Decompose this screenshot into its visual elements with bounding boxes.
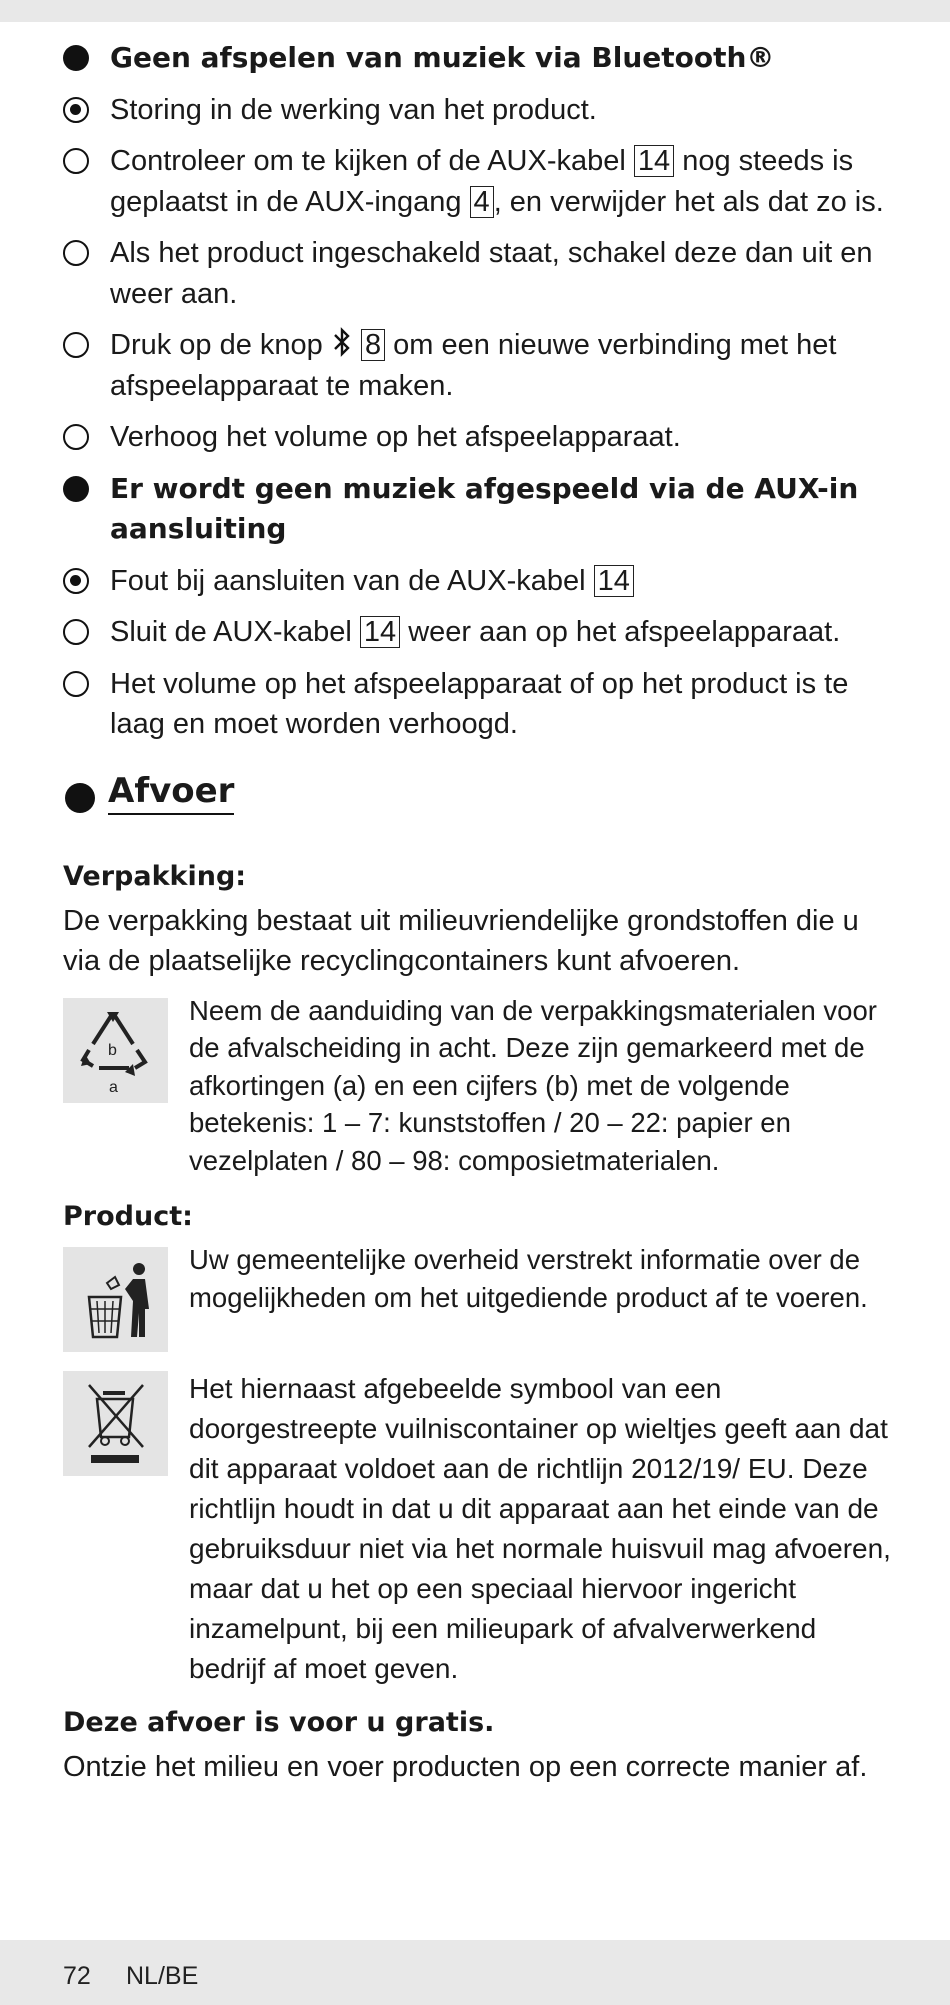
packaging-text: De verpakking bestaat uit milieuvriendelijke grondstoffen die u via de plaatselijke recyclingcontainers kunt afvoeren. bbox=[63, 904, 859, 977]
packaging-label: Verpakking: bbox=[63, 860, 247, 892]
language-code: NL/BE bbox=[126, 1962, 199, 1990]
recycle-icon bbox=[63, 998, 168, 1103]
free-text: Ontzie het milieu en voer producten op een correcte manier af. bbox=[63, 1751, 868, 1783]
filled-circle-icon bbox=[65, 783, 95, 813]
aux-solution-2: Het volume op het afspeelapparaat of op het product is te laag en moet worden verhoogd. bbox=[63, 664, 893, 745]
open-circle-icon bbox=[63, 671, 89, 697]
recycle-block bbox=[63, 992, 893, 1180]
aux-solution-1: Sluit de AUX-kabel 14 weer aan op het afspeelapparaat. bbox=[63, 612, 893, 653]
ref-number: 14 bbox=[634, 145, 674, 177]
radio-target-icon bbox=[63, 568, 89, 594]
open-circle-icon bbox=[63, 332, 89, 358]
bt-solution-3: Druk op de knop 8 om een nieuwe verbinding met het afspeelapparaat te maken. bbox=[63, 325, 893, 406]
bt-solution-4: Verhoog het volume op het afspeelapparaat. bbox=[63, 417, 893, 458]
open-circle-icon bbox=[63, 424, 89, 450]
weee-block bbox=[63, 1369, 893, 1689]
open-circle-icon bbox=[63, 148, 89, 174]
recycle-label-a: a bbox=[109, 1078, 118, 1096]
product-text: Uw gemeentelijke overheid verstrekt informatie over de mogelijkheden om het uitgediende product af te voeren. bbox=[189, 1244, 868, 1313]
filled-circle-icon bbox=[63, 45, 89, 71]
ref-number: 4 bbox=[470, 186, 494, 218]
open-circle-icon bbox=[63, 240, 89, 266]
page-footer bbox=[0, 1940, 950, 2005]
recycle-label-b: b bbox=[108, 1041, 117, 1059]
page-content bbox=[63, 38, 893, 1788]
recycle-text: Neem de aanduiding van de verpakkingsmaterialen voor de afvalscheiding in acht. Deze zijn gemarkeerd met de afkortingen (a) en een cijfers (b) met de volgende betekenis: 1 – 7: kunststoffen / 20 – 22: papier en vezelplaten / 80 – 98: composietmaterialen. bbox=[189, 994, 877, 1176]
radio-target-icon bbox=[63, 97, 89, 123]
bt-cause: Storing in de werking van het product. bbox=[63, 90, 893, 131]
ref-number: 14 bbox=[594, 565, 634, 597]
bluetooth-icon bbox=[333, 326, 351, 358]
aux-heading: Er wordt geen muziek afgespeeld via de AUX-in aansluiting bbox=[63, 469, 893, 550]
ref-number: 8 bbox=[361, 329, 385, 361]
disposal-title: Afvoer bbox=[108, 771, 234, 815]
crossed-out-wheelie-bin-icon bbox=[63, 1371, 168, 1476]
page-number: 72 bbox=[63, 1962, 91, 1990]
weee-graphic bbox=[63, 1371, 168, 1476]
filled-circle-icon bbox=[63, 476, 89, 502]
disposal-heading bbox=[63, 771, 893, 819]
tidyman-bin-icon bbox=[63, 1247, 168, 1352]
aux-cause: Fout bij aansluiten van de AUX-kabel 14 bbox=[63, 561, 893, 602]
open-circle-icon bbox=[63, 619, 89, 645]
free-label: Deze afvoer is voor u gratis. bbox=[63, 1707, 495, 1738]
weee-text: Het hiernaast afgebeelde symbool van een doorgestreepte vuilniscontainer op wieltjes geeft aan dat dit apparaat voldoet aan de richtlijn 2012/19/ EU. Deze richtlijn houdt in dat u dit apparaat aan het einde van de gebruiksduur niet via het normale huisvuil mag afvoeren, maar dat u het op een speciaal hiervoor ingericht inzamelpunt, bij een milieupark of afvalverwerkend bedrijf af moet geven. bbox=[189, 1373, 891, 1684]
recycle-icon-graphic bbox=[63, 998, 168, 1103]
ref-number: 14 bbox=[360, 616, 400, 648]
top-band bbox=[0, 0, 950, 22]
bt-solution-2: Als het product ingeschakeld staat, schakel deze dan uit en weer aan. bbox=[63, 233, 893, 314]
product-block bbox=[63, 1241, 893, 1316]
product-label: Product: bbox=[63, 1201, 193, 1232]
bt-solution-1: Controleer om te kijken of de AUX-kabel 14 nog steeds is geplaatst in de AUX-ingang 4 , en verwijder het als dat zo is. bbox=[63, 141, 893, 222]
tidyman-graphic bbox=[63, 1247, 168, 1352]
bt-heading: Geen afspelen van muziek via Bluetooth® bbox=[63, 38, 893, 79]
